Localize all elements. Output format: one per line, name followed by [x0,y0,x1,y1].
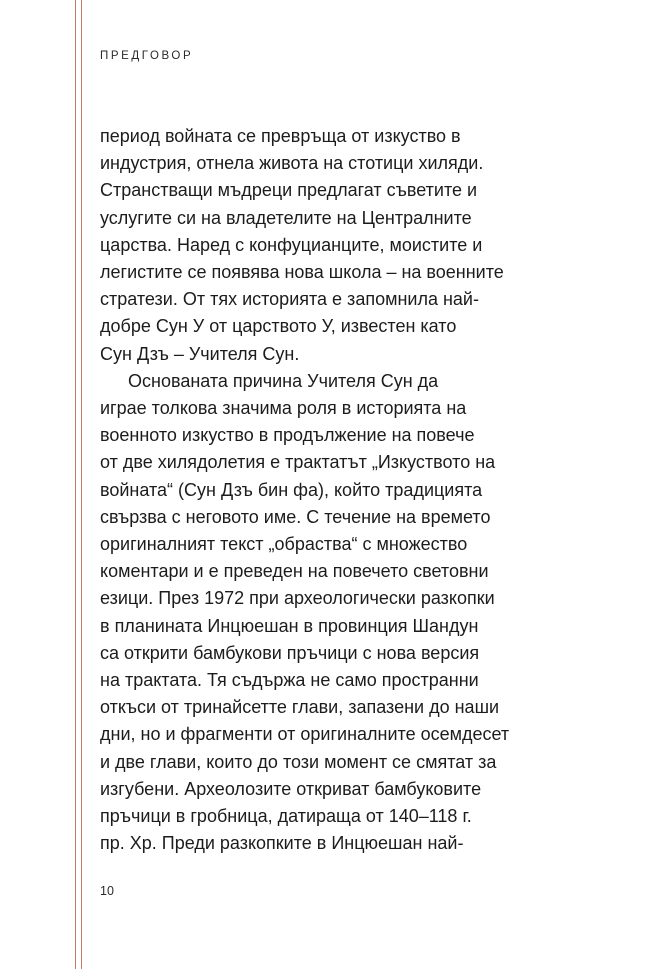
body-text [100,123,570,857]
text-line: Сун Дзъ – Учителя Сун. [100,343,300,364]
text-line: Странстващи мъдреци предлагат съветите и [100,180,478,201]
text-line: добре Сун У от царството У, известен като [100,316,457,337]
text-line: и две глави, които до този момент се смятат за [100,751,497,772]
text-line: стратези. От тях историята е запомнила най- [100,289,479,310]
text-line: период войната се превръща от изкуство в [100,126,461,146]
text-line: коментари и е преведен на повечето световни [100,561,489,582]
page-number: 10 [100,884,114,898]
text-line: в планината Инцюешан в провинция Шандун [100,615,479,636]
text-line: езици. През 1972 при археологически разкопки [100,588,495,609]
text-line: откъси от тринайсетте глави, запазени до наши [100,697,500,718]
text-line: играе толкова значима роля в историята на [100,398,467,419]
text-line: от две хилядолетия е трактатът „Изкуството на [100,452,496,473]
text-line: войната“ (Сун Дзъ бин фа), който традицията [100,479,483,500]
text-line: пр. Хр. Преди разкопките в Инцюешан най- [100,833,464,854]
text-line: услугите си на владетелите на Централните [100,207,472,228]
running-header: ПРЕДГОВОР [100,50,194,62]
text-line: изгубени. Археолозите откриват бамбуковите [100,778,482,799]
text-line: царства. Наред с конфуцианците, моистите и [100,234,483,255]
text-line: легистите се появява нова школа – на военните [100,262,504,283]
margin-rule-outer [75,0,76,969]
text-line: индустрия, отнела живота на стотици хиляди. [100,153,484,174]
text-line: свързва с неговото име. С течение на времето [100,506,491,527]
text-line: на трактата. Тя съдържа не само пространни [100,670,479,691]
text-line: пръчици в гробница, датираща от 140–118 г. [100,806,472,827]
paragraph-start-line: Основаната причина Учителя Сун да [128,370,439,391]
text-line: дни, но и фрагменти от оригиналните осемдесет [100,724,510,745]
text-line: военното изкуство в продължение на повече [100,425,475,446]
text-line: оригиналният текст „обраства“ с множество [100,534,468,555]
text-line: са открити бамбукови пръчици с нова версия [100,642,480,663]
margin-rule-inner [81,0,82,969]
